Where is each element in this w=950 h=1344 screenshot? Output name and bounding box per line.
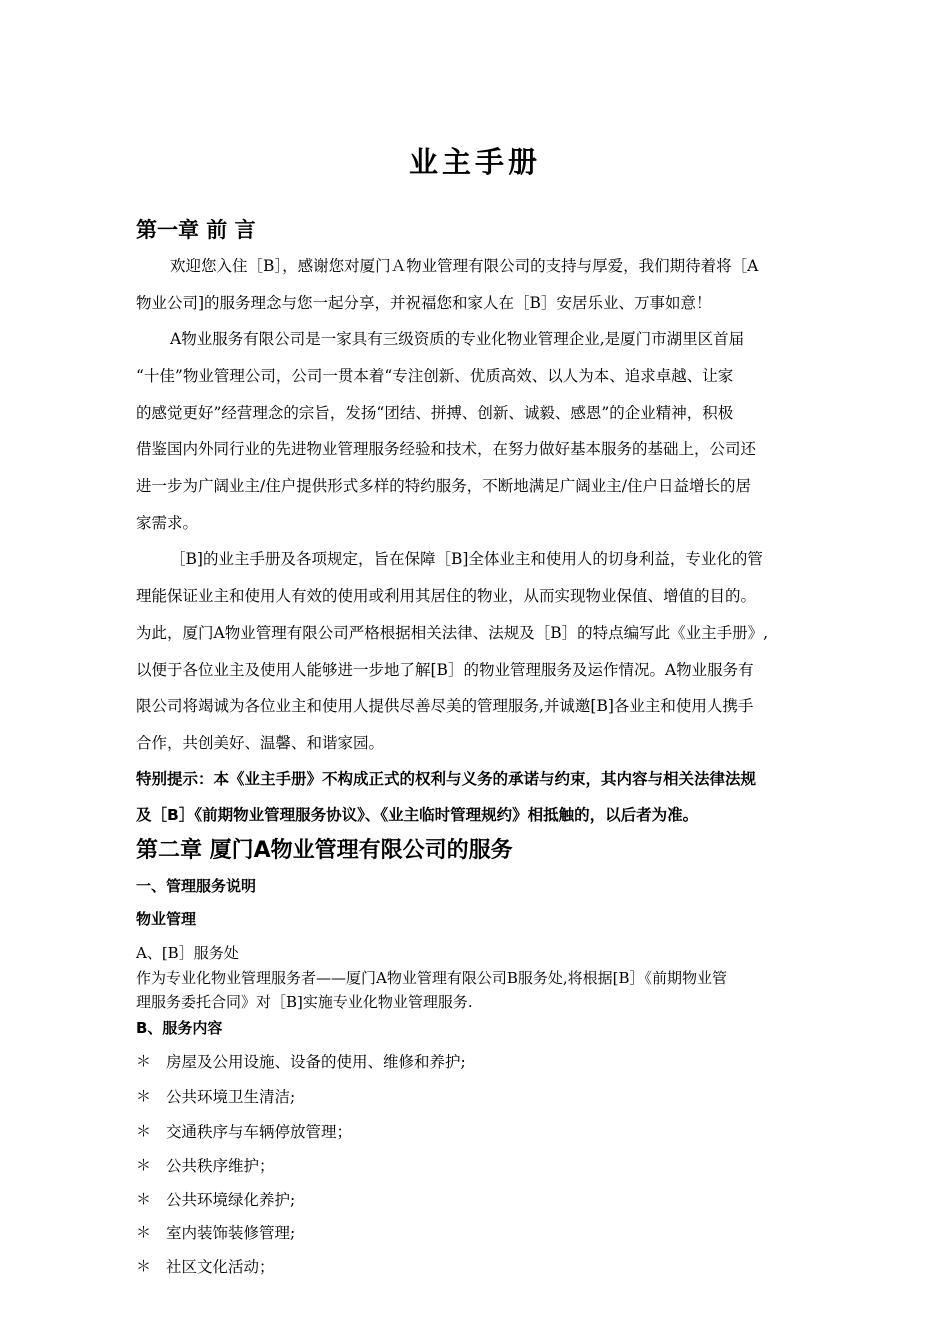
bullet-star-icon: ＊: [136, 1156, 152, 1174]
company-line: 家需求。: [136, 514, 199, 532]
service-item: 室内装饰装修管理;: [166, 1224, 296, 1242]
handbook-line: 合作，共创美好、温馨、和谐家园。: [136, 734, 385, 752]
service-item: 房屋及公用设施、设备的使用、维修和养护;: [166, 1053, 466, 1071]
bullet-star-icon: ＊: [136, 1052, 152, 1070]
bullet-star-icon: ＊: [136, 1257, 152, 1275]
service-item: 社区文化活动；: [166, 1258, 275, 1276]
handbook-line: 限公司将竭诚为各位业主和使用人提供尽善尽美的管理服务,并诚邀[B]各业主和使用人携手: [136, 697, 754, 715]
section-heading: 一、管理服务说明: [136, 877, 257, 895]
service-item: 交通秩序与车辆停放管理；: [166, 1123, 353, 1141]
bullet-star-icon: ＊: [136, 1190, 152, 1208]
chapter-2-heading: 第二章 厦门A物业管理有限公司的服务: [136, 838, 513, 863]
service-office-text: 作为专业化物业管理服务者——厦门A物业管理有限公司B服务处,将根据[B］《前期物业管: [136, 969, 728, 987]
special-notice-line: 特别提示：本《业主手册》不构成正式的权利与义务的承诺与约束，其内容与相关法律法规: [136, 770, 757, 788]
document-title: 业主手册: [408, 145, 541, 179]
subsection-heading: 物业管理: [136, 910, 197, 928]
handbook-line: 为此，厦门A物业管理有限公司严格根据相关法律、法规及［B］的特点编写此《业主手册》,: [136, 624, 769, 642]
handbook-line: 以便于各位业主及使用人能够进一步地了解[B］的物业管理服务及运作情况。A物业服务有: [136, 661, 754, 679]
company-line: A物业服务有限公司是一家具有三级资质的专业化物业管理企业,是厦门市湖里区首届: [170, 330, 745, 348]
company-line: 进一步为广阔业主/住户提供形式多样的特约服务，不断地满足广阔业主/住户日益增长的居: [136, 477, 751, 495]
service-item: 公共环境卫生清洁;: [166, 1088, 296, 1106]
bullet-star-icon: ＊: [136, 1087, 152, 1105]
service-office-label: A、[B］服务处: [136, 944, 239, 962]
service-content-label: B、服务内容: [136, 1019, 223, 1037]
handbook-line: 理能保证业主和使用人有效的使用或利用其居住的物业，从而实现物业保值、增值的目的。: [136, 587, 757, 605]
company-line: 借鉴国内外同行业的先进物业管理服务经验和技术，在努力做好基本服务的基础上，公司还: [136, 440, 757, 458]
service-item: 公共秩序维护；: [166, 1157, 275, 1175]
bullet-star-icon: ＊: [136, 1223, 152, 1241]
special-notice-line: 及［B］《前期物业管理服务协议》、《业主临时管理规约》相抵触的，以后者为准。: [136, 806, 699, 824]
company-line: “十佳”物业管理公司，公司一贯本着“专注创新、优质高效、以人为本、追求卓越、让家: [136, 367, 734, 385]
handbook-line: ［B]的业主手册及各项规定，旨在保障［B]全体业主和使用人的切身利益，专业化的管: [170, 550, 763, 568]
service-item: 公共环境绿化养护;: [166, 1191, 296, 1209]
company-line: 的感觉更好”经营理念的宗旨，发扬“团结、拼搏、创新、诚毅、感恩”的企业精神，积极: [136, 404, 734, 422]
intro-line: 物业公司]的服务理念与您一起分享，并祝福您和家人在［B］安居乐业、万事如意！: [136, 294, 712, 312]
intro-line: 欢迎您入住［B］，感谢您对厦门Ａ物业管理有限公司的支持与厚爱，我们期待着将［A: [170, 257, 759, 275]
chapter-1-heading: 第一章 前 言: [136, 218, 256, 242]
service-office-text: 理服务委托合同》对［B]实施专业化物业管理服务.: [136, 993, 473, 1011]
bullet-star-icon: ＊: [136, 1122, 152, 1140]
